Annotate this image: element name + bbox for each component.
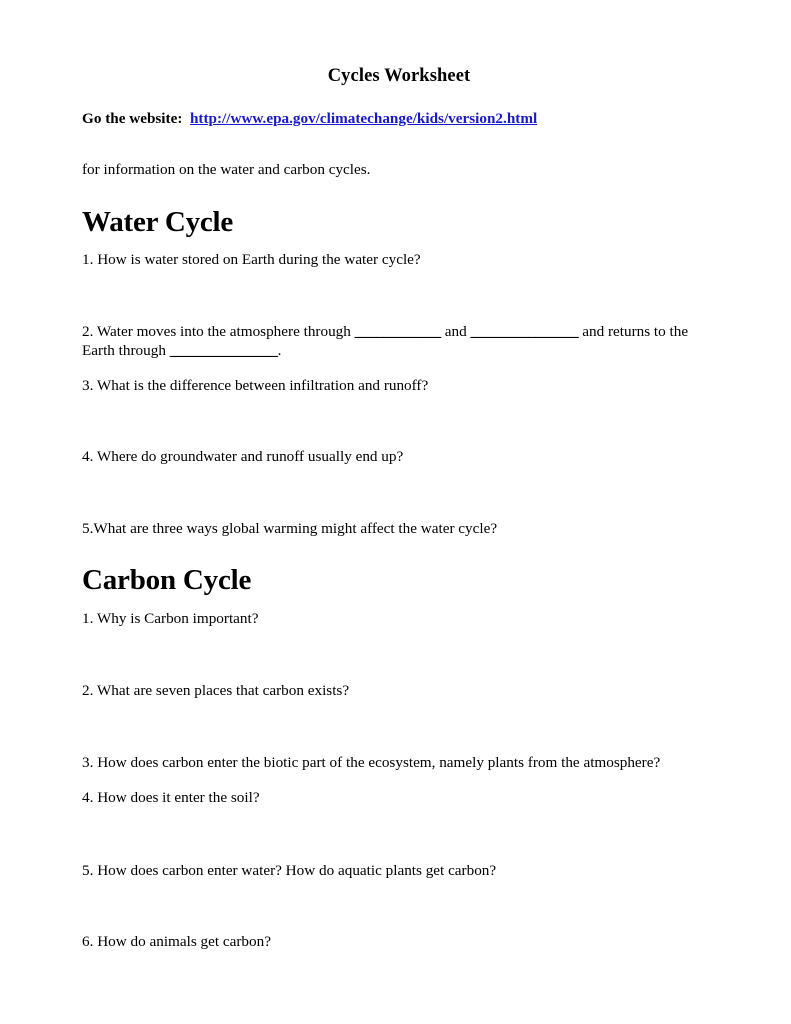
epa-climate-change-link[interactable]: http://www.epa.gov/climatechange/kids/version2.html [189, 110, 538, 127]
question-water-4: 4. Where do groundwater and runoff usually end up? [82, 448, 404, 466]
question-water-2-blank-3[interactable]: _______________ [169, 341, 278, 359]
question-water-5: 5.What are three ways global warming might affect the water cycle? [82, 520, 498, 538]
question-water-1: 1. How is water stored on Earth during the water cycle? [82, 251, 421, 269]
question-water-2-text-part1: 2. Water moves into the atmosphere through [82, 323, 355, 341]
question-water-2-text-part3: and returns to the Earth through [82, 323, 689, 359]
section-heading-carbon-cycle: Carbon Cycle [82, 564, 252, 597]
question-carbon-6: 6. How do animals get carbon? [82, 933, 271, 951]
intro-paragraph: for information on the water and carbon cycles. [82, 161, 371, 179]
section-heading-water-cycle: Water Cycle [82, 206, 234, 239]
question-water-3: 3. What is the difference between infiltration and runoff? [82, 377, 429, 395]
question-carbon-2: 2. What are seven places that carbon exists? [82, 682, 350, 700]
question-water-2-blank-1[interactable]: ____________ [354, 323, 441, 341]
page-title: Cycles Worksheet [327, 66, 471, 86]
question-water-2 [82, 323, 716, 360]
website-instruction-label: Go the website: [82, 110, 183, 127]
question-carbon-4: 4. How does it enter the soil? [82, 789, 260, 807]
question-water-2-text-part4: . [277, 341, 282, 359]
question-carbon-5: 5. How does carbon enter water? How do aquatic plants get carbon? [82, 862, 497, 880]
question-water-2-blank-2[interactable]: _______________ [470, 323, 579, 341]
question-carbon-3: 3. How does carbon enter the biotic part of the ecosystem, namely plants from the atmosphere? [82, 754, 661, 772]
question-carbon-1: 1. Why is Carbon important? [82, 610, 259, 628]
question-water-2-text-part2: and [440, 323, 471, 341]
website-instruction-line [82, 110, 537, 128]
